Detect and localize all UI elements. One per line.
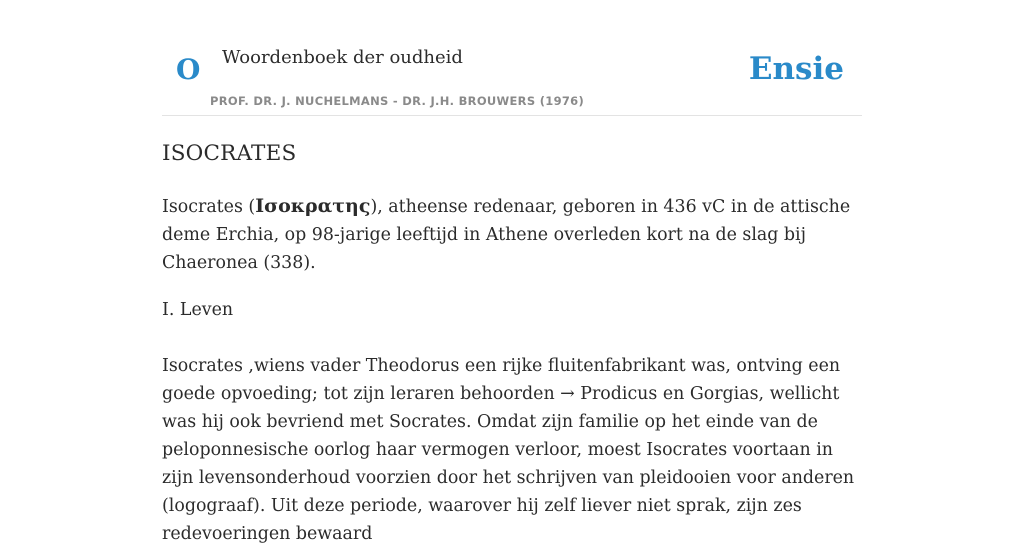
intro-text-before: Isocrates ( [162,197,256,217]
body-paragraph: Isocrates ,wiens vader Theodorus een rijke fluitenfabrikant was, ontving een goede opvoeding; tot zijn leraren behoorden → Prodicus en Gorgias, wellicht was hij ook bevriend met Socrates. Omdat zijn familie op het einde van de peloponnesische oorlog haar vermogen verloor, moest Isocrates voortaan in zijn levensonderhoud voorzien door het schrijven van pleidooien voor anderen (logograaf). Uit deze periode, waarover hij zelf liever niet sprak, zijn zes redevoeringen bewaard [162,356,855,544]
brand-logo-link[interactable]: Ensie [748,51,844,87]
intro-text-after: ), atheense redenaar, geboren in 436 vC in de attische deme Erchia, op 98-jarige leeftijd in Athene overleden kort na de slag bij Chaeronea (338). [162,197,851,273]
book-authors: PROF. DR. J. NUCHELMANS - DR. J.H. BROUWERS (1976) [210,94,585,108]
article [162,138,862,548]
greek-name: Ισοκρατης [255,195,371,217]
letter-badge[interactable]: O [176,53,201,86]
book-title[interactable]: Woordenboek der oudheid [222,47,463,68]
header [162,0,862,116]
intro-paragraph [162,192,862,277]
entry-title: ISOCRATES [162,141,297,166]
section-heading: I. Leven [162,300,234,320]
